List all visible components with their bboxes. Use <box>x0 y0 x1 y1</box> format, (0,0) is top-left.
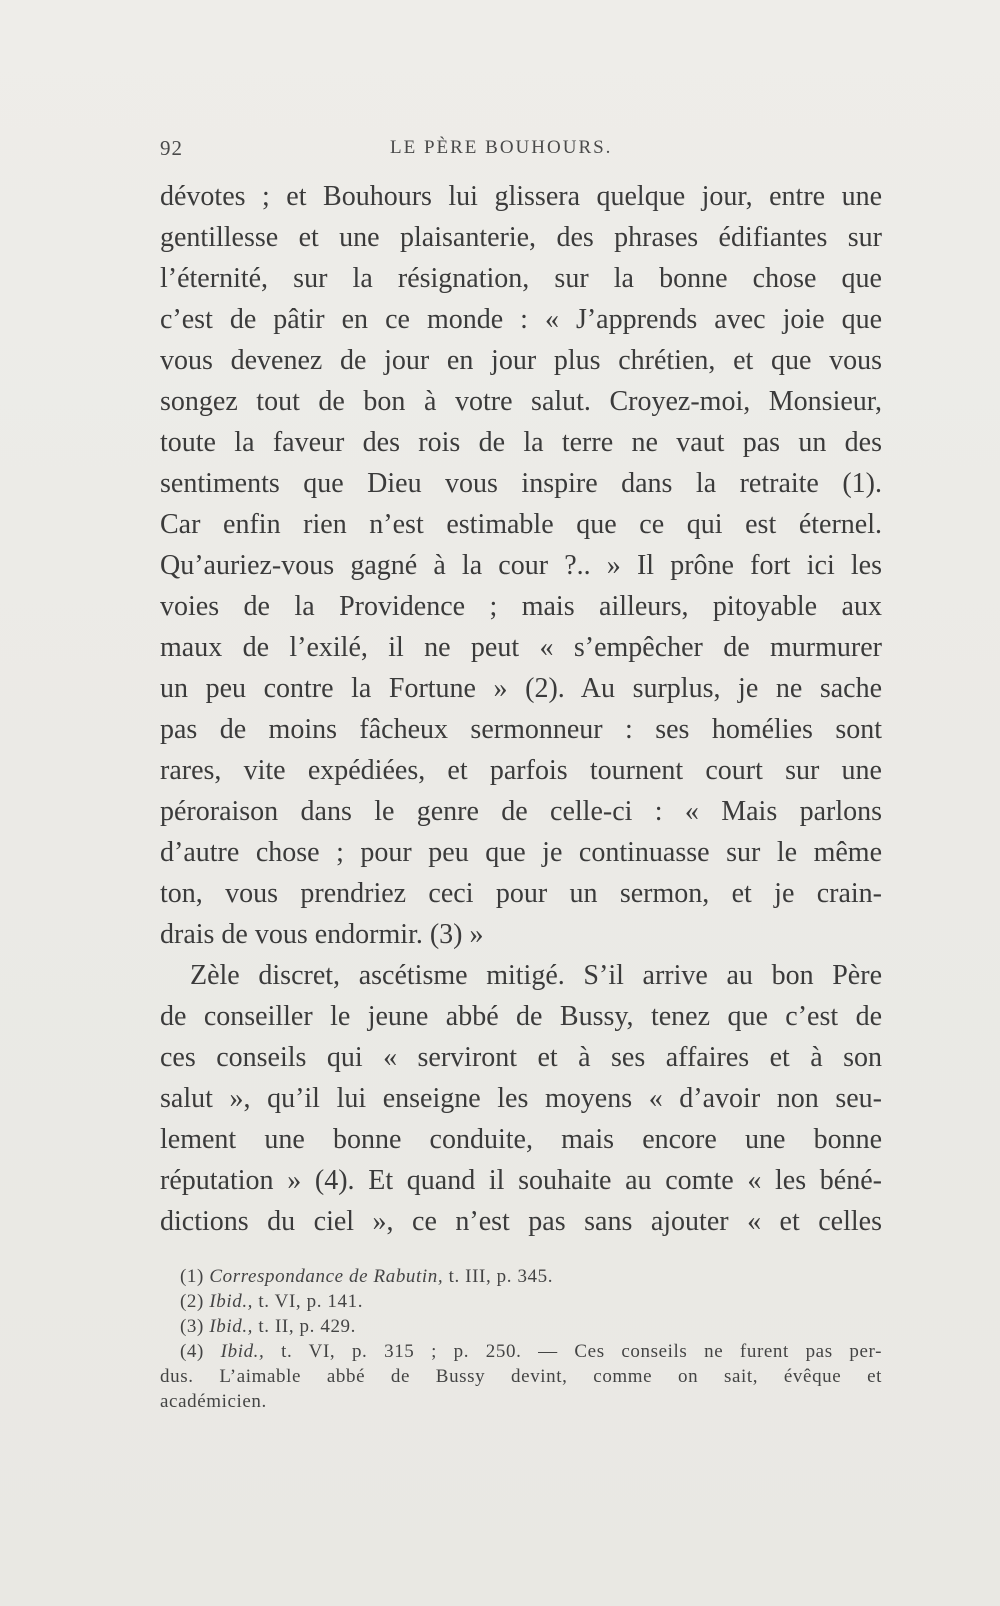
running-head <box>160 136 880 166</box>
text-line: de conseiller le jeune abbé de Bussy, tenez que c’est de <box>160 1001 882 1032</box>
footnote-reference: t. VI, p. 315 ; p. 250. — Ces conseils ne furent pas per- <box>281 1341 883 1362</box>
footnote-source-title: Ibid., <box>220 1341 265 1362</box>
footnote-4-continuation: dus. L’aimable abbé de Bussy devint, comme on sait, évêque et <box>160 1366 882 1387</box>
footnotes <box>160 1264 882 1414</box>
text-line: songez tout de bon à votre salut. Croyez-moi, Monsieur, <box>160 386 882 417</box>
text-line: dévotes ; et Bouhours lui glissera quelque jour, entre une <box>160 181 882 212</box>
text-line: toute la faveur des rois de la terre ne vaut pas un des <box>160 427 882 458</box>
footnote-3 <box>160 1314 882 1339</box>
text-line: ton, vous prendriez ceci pour un sermon, et je crain- <box>160 878 882 909</box>
text-line: drais de vous endormir. (3) » <box>160 919 484 950</box>
text-line: c’est de pâtir en ce monde : « J’apprends avec joie que <box>160 304 882 335</box>
body-text <box>160 176 882 1242</box>
text-line: maux de l’exilé, il ne peut « s’empêcher de murmurer <box>160 632 882 663</box>
footnote-reference: t. VI, p. 141. <box>258 1291 364 1312</box>
running-title: LE PÈRE BOUHOURS. <box>390 137 613 158</box>
text-line: lement une bonne conduite, mais encore une bonne <box>160 1124 882 1155</box>
text-line: vous devenez de jour en jour plus chrétien, et que vous <box>160 345 882 376</box>
footnote-number: (4) <box>180 1341 204 1362</box>
footnote-number: (2) <box>180 1291 204 1312</box>
text-line: gentillesse et une plaisanterie, des phrases édifiantes sur <box>160 222 882 253</box>
text-line: réputation » (4). Et quand il souhaite au comte « les béné- <box>160 1165 882 1196</box>
footnote-number: (3) <box>180 1316 204 1337</box>
footnote-reference: t. III, p. 345. <box>448 1266 554 1287</box>
text-line: un peu contre la Fortune » (2). Au surplus, je ne sache <box>160 673 882 704</box>
text-line: péroraison dans le genre de celle-ci : « Mais parlons <box>160 796 882 827</box>
footnote-4-continuation: académicien. <box>160 1391 267 1412</box>
text-line: l’éternité, sur la résignation, sur la bonne chose que <box>160 263 882 294</box>
footnote-source-title: Ibid., <box>209 1291 254 1312</box>
paragraph-start-line: Zèle discret, ascétisme mitigé. S’il arrive au bon Père <box>190 960 882 991</box>
text-line: voies de la Providence ; mais ailleurs, pitoyable aux <box>160 591 882 622</box>
text-line: Qu’auriez-vous gagné à la cour ?.. » Il prône fort ici les <box>160 550 882 581</box>
text-line: d’autre chose ; pour peu que je continuasse sur le même <box>160 837 882 868</box>
page-number: 92 <box>160 136 183 160</box>
footnote-source-title: Ibid., <box>209 1316 254 1337</box>
text-line: Car enfin rien n’est estimable que ce qui est éternel. <box>160 509 882 540</box>
footnote-4 <box>160 1339 882 1364</box>
text-line: rares, vite expédiées, et parfois tournent court sur une <box>160 755 882 786</box>
footnote-source-title: Correspondance de Rabutin, <box>209 1266 444 1287</box>
text-line: sentiments que Dieu vous inspire dans la retraite (1). <box>160 468 882 499</box>
text-line: dictions du ciel », ce n’est pas sans ajouter « et celles <box>160 1206 882 1237</box>
text-line: pas de moins fâcheux sermonneur : ses homélies sont <box>160 714 882 745</box>
text-line: ces conseils qui « serviront et à ses affaires et à son <box>160 1042 882 1073</box>
footnote-number: (1) <box>180 1266 204 1287</box>
footnote-reference: t. II, p. 429. <box>258 1316 356 1337</box>
footnote-2 <box>160 1289 882 1314</box>
footnote-1 <box>160 1264 882 1289</box>
text-line: salut », qu’il lui enseigne les moyens « d’avoir non seu- <box>160 1083 882 1114</box>
